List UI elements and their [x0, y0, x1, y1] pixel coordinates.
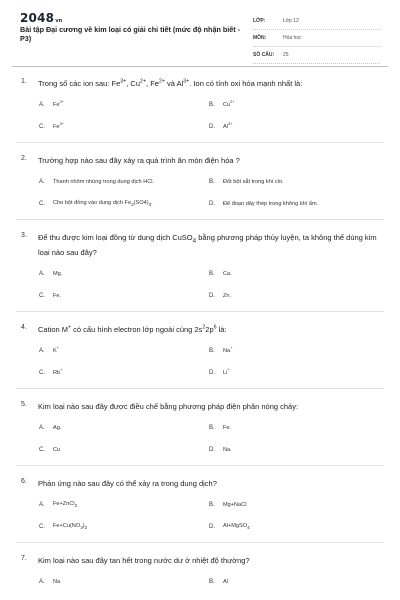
option-text: $Fe+Cu(NO_3)_2$ — [53, 522, 88, 531]
question-number: 4. — [21, 323, 27, 331]
answer-option[interactable] — [209, 516, 389, 538]
option-text: Rb+ — [53, 366, 63, 376]
option-text: Cho bột đồng vào dung dịch $Fe_2(SO4)_3$. — [53, 200, 153, 208]
meta-row-class — [253, 13, 380, 30]
answer-options — [39, 340, 400, 384]
option-letter: A. — [39, 179, 45, 185]
question-number: 1. — [21, 78, 27, 85]
answer-option[interactable] — [209, 94, 389, 116]
option-text: $Al^{3+}$ — [223, 121, 233, 130]
question-list — [0, 78, 400, 593]
option-letter: A. — [39, 102, 45, 108]
option-text: $Fe^{3+}$ — [53, 121, 64, 130]
option-letter: C. — [39, 523, 45, 530]
option-text: Fe. — [53, 292, 62, 299]
answer-option[interactable] — [209, 571, 389, 593]
option-text: Cu — [53, 446, 61, 453]
question-number: 3. — [21, 232, 27, 239]
option-text: Ag. — [53, 424, 62, 431]
meta-row-count — [253, 47, 380, 64]
answer-option[interactable] — [39, 285, 209, 307]
option-text: Na+ — [223, 344, 233, 354]
question-4 — [0, 324, 400, 384]
question-divider — [16, 465, 384, 466]
question-divider — [16, 542, 384, 543]
answer-option[interactable] — [39, 494, 209, 516]
answer-option[interactable] — [39, 571, 209, 593]
answer-option[interactable] — [209, 340, 389, 362]
option-letter: C. — [39, 124, 45, 130]
option-letter: A. — [39, 501, 45, 508]
answer-options — [39, 263, 400, 307]
option-letter: C. — [39, 292, 45, 299]
meta-label: MÔN: — [253, 35, 267, 41]
question-2 — [0, 155, 400, 215]
option-letter: B. — [209, 578, 215, 585]
option-text: Thanh nhôm nhúng trong dung dịch HCl. — [53, 179, 155, 185]
answer-option[interactable] — [39, 263, 209, 285]
answer-option[interactable] — [39, 193, 209, 215]
answer-option[interactable] — [39, 362, 209, 384]
option-letter: D. — [209, 446, 215, 453]
answer-option[interactable] — [209, 439, 389, 461]
question-number: 7. — [21, 554, 27, 562]
answer-options — [39, 171, 400, 215]
option-letter: B. — [209, 347, 215, 354]
option-text: $Fe^{2+}$ — [53, 99, 64, 108]
meta-value: 25 — [283, 52, 289, 58]
option-text: Để đoạn dây thép trong không khí ẩm. — [223, 201, 319, 207]
question-divider — [16, 388, 384, 389]
option-letter: D. — [209, 201, 215, 207]
option-text: Fe+ZnCl$_2$ — [53, 500, 78, 509]
question-text: Trong số các ion sau: $Fe^{3+}$, $Cu^{2+}$, $Fe^{2+}$ và $Al^{3+}$. Ion có tính oxi hóa mạnh nhất là: — [38, 78, 303, 88]
option-text: Li+ — [223, 366, 230, 376]
question-number: 2. — [21, 155, 27, 162]
question-7 — [0, 555, 400, 593]
option-letter: A. — [39, 578, 45, 585]
option-text: Al+MgSO$_4$ — [223, 522, 250, 531]
answer-options — [39, 94, 400, 138]
site-logo[interactable] — [20, 11, 62, 25]
question-3 — [0, 232, 400, 307]
option-letter: D. — [209, 369, 215, 376]
answer-options — [39, 571, 400, 593]
page-title: Bài tập Đại cương về kim loại có giải chi tiết (mức độ nhận biết - P3) — [20, 25, 241, 44]
option-letter: B. — [209, 179, 215, 185]
answer-option[interactable] — [39, 94, 209, 116]
answer-options — [39, 494, 400, 538]
option-letter: C. — [39, 201, 45, 207]
question-5 — [0, 401, 400, 461]
option-text: Na. — [223, 446, 232, 453]
option-text: Al — [223, 578, 228, 585]
answer-option[interactable] — [209, 362, 389, 384]
question-text: Kim loại nào sau đây tan hết trong nước dư ở nhiệt độ thường? — [38, 555, 250, 565]
option-letter: D. — [209, 124, 215, 130]
question-text: Cation M+ có cấu hình electron lớp ngoài cùng $2s^22p^6$ là: — [38, 324, 227, 334]
question-divider — [16, 142, 384, 143]
question-text: Để thu được kim loại đồng từ dung dịch CuSO$_4$ bằng phương pháp thủy luyện, ta không thể dùng kim loại nào sau đây? — [38, 233, 377, 257]
option-letter: B. — [209, 424, 215, 431]
meta-label: LỚP: — [253, 18, 266, 24]
answer-option[interactable] — [209, 116, 389, 138]
answer-option[interactable] — [39, 116, 209, 138]
answer-option[interactable] — [39, 439, 209, 461]
meta-row-subject — [253, 30, 380, 47]
question-text: Phản ứng nào sau đây có thể xảy ra trong dung dịch? — [38, 478, 217, 488]
option-letter: B. — [209, 270, 215, 277]
option-text: Fe. — [223, 424, 232, 431]
option-text: Đốt bột sắt trong khí clo. — [223, 179, 284, 185]
option-letter: A. — [39, 270, 45, 277]
question-divider — [16, 311, 384, 312]
question-divider — [16, 219, 384, 220]
answer-options — [39, 417, 400, 461]
answer-option[interactable] — [39, 516, 209, 538]
option-letter: C. — [39, 446, 45, 453]
answer-option[interactable] — [209, 494, 389, 516]
option-text: Zn. — [223, 292, 232, 299]
option-letter: D. — [209, 523, 215, 530]
meta-label: SỐ CÂU: — [253, 52, 275, 58]
option-text: K+ — [53, 344, 60, 354]
meta-value: Hóa học — [283, 35, 302, 41]
answer-option[interactable] — [39, 171, 209, 193]
answer-option[interactable] — [39, 417, 209, 439]
answer-option[interactable] — [209, 193, 389, 215]
answer-option[interactable] — [209, 417, 389, 439]
document-header — [0, 0, 400, 58]
question-number: 5. — [21, 400, 27, 408]
option-text: $Cu^{2+}$ — [223, 99, 235, 108]
answer-option[interactable] — [39, 340, 209, 362]
option-text: Mg. — [53, 270, 63, 277]
question-6 — [0, 478, 400, 538]
option-text: Mg+NaCl — [223, 501, 247, 508]
answer-option[interactable] — [209, 263, 389, 285]
question-text: Trường hợp nào sau đây xảy ra quá trình ăn mòn điện hóa ? — [38, 156, 240, 165]
answer-option[interactable] — [209, 171, 389, 193]
option-letter: B. — [209, 501, 215, 508]
logo-suffix: vn — [55, 18, 63, 24]
header-divider — [12, 66, 388, 67]
logo-text: 2048 — [20, 11, 55, 25]
answer-option[interactable] — [209, 285, 389, 307]
option-letter: A. — [39, 347, 45, 354]
meta-value: Lớp 12 — [283, 18, 299, 24]
option-letter: D. — [209, 292, 215, 299]
question-1 — [0, 78, 400, 138]
option-text: Ca. — [223, 270, 232, 277]
meta-info — [253, 13, 380, 64]
option-letter: A. — [39, 424, 45, 431]
option-text: Na — [53, 578, 61, 585]
option-letter: B. — [209, 102, 215, 108]
question-number: 6. — [21, 477, 27, 485]
option-letter: C. — [39, 369, 45, 376]
question-text: Kim loại nào sau đây được điều chế bằng phương pháp điện phân nóng chảy: — [38, 401, 299, 411]
